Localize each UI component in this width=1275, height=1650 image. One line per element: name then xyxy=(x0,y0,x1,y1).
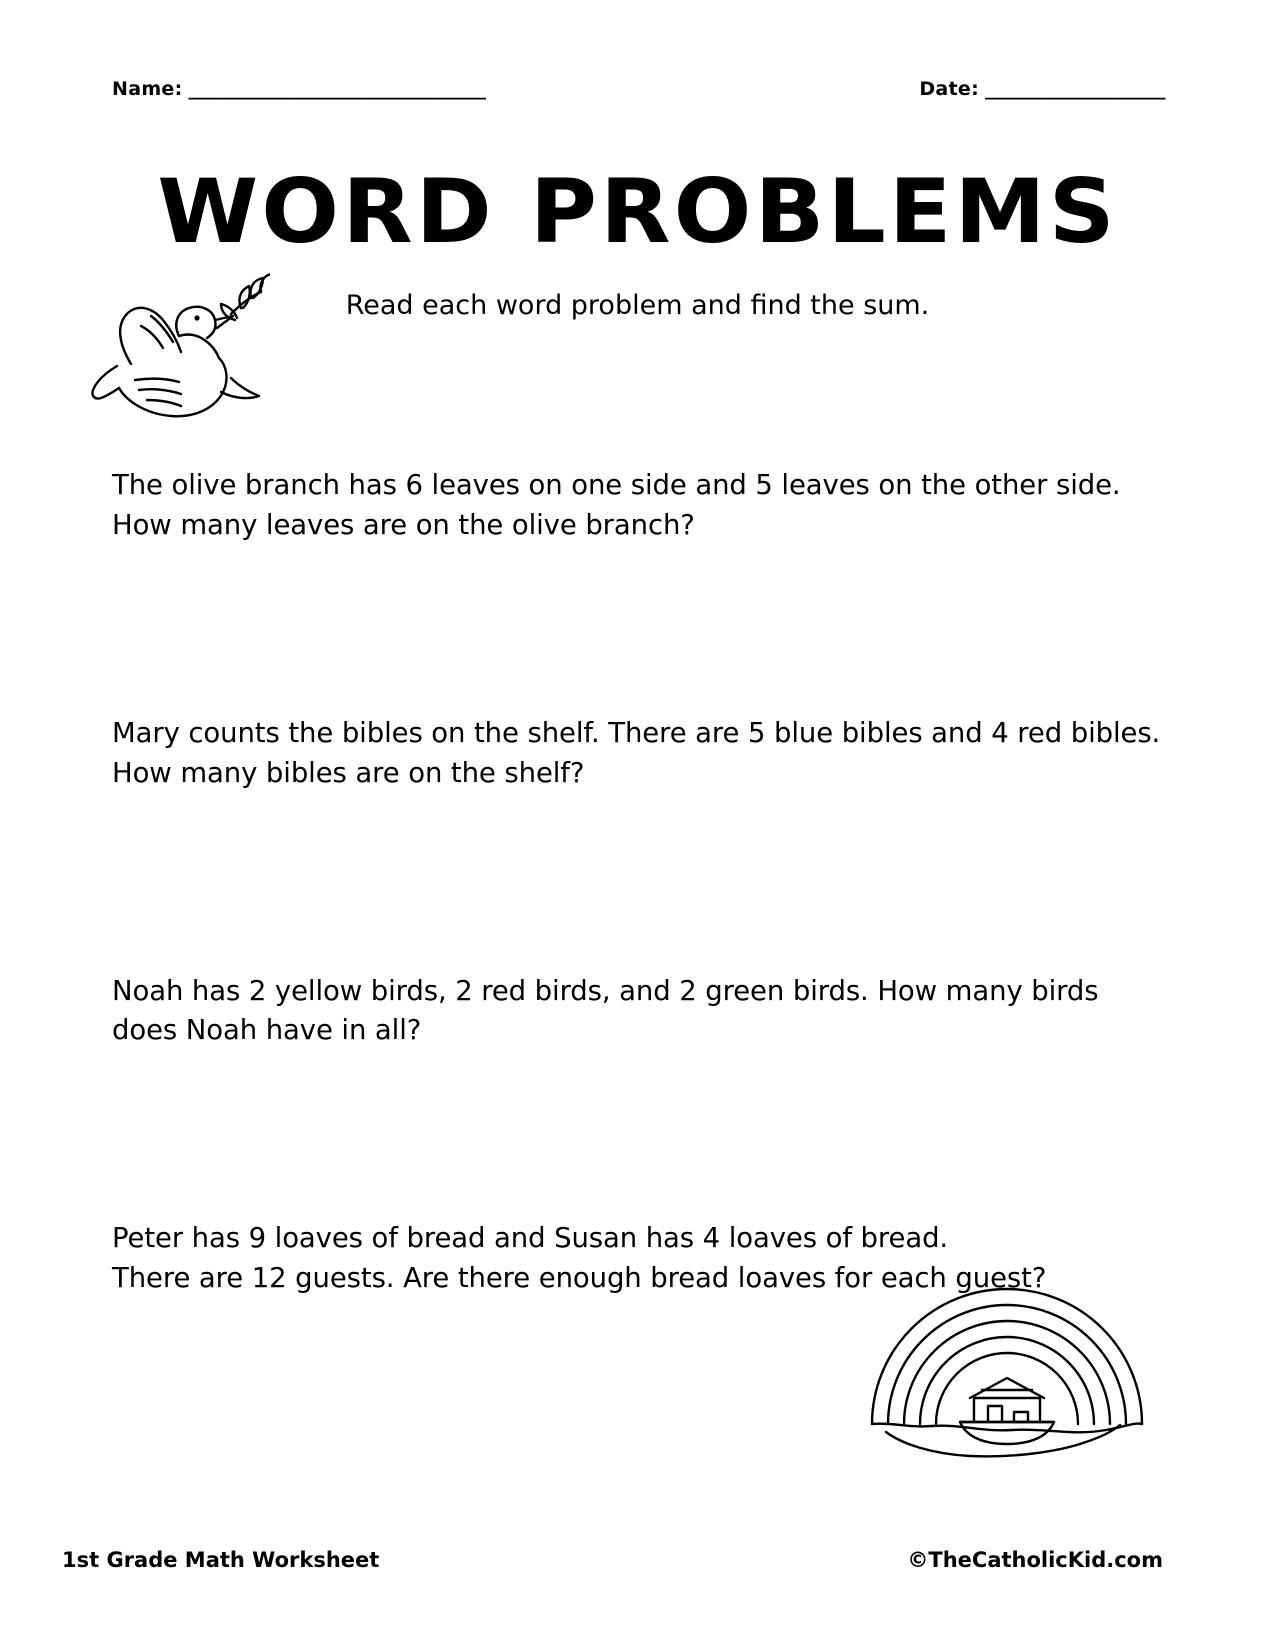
name-write-line[interactable]: _________________________________ xyxy=(188,78,486,100)
name-field xyxy=(112,78,486,100)
date-write-line[interactable]: ____________________ xyxy=(985,78,1165,100)
footer-worksheet-label: 1st Grade Math Worksheet xyxy=(62,1548,380,1572)
problem-line: does Noah have in all? xyxy=(112,1014,422,1047)
problem-line: Noah has 2 yellow birds, 2 red birds, and 2 green birds. How many birds xyxy=(112,974,1099,1007)
date-field xyxy=(919,78,1165,100)
date-label: Date: xyxy=(919,78,979,100)
header-fields xyxy=(112,78,1165,100)
problem-item xyxy=(112,972,1152,1052)
dove-icon xyxy=(55,268,270,443)
problem-line: There are 12 guests. Are there enough bread loaves for each guest? xyxy=(112,1262,1047,1295)
name-label: Name: xyxy=(112,78,183,100)
footer-site-credit[interactable]: ©TheCatholicKid.com xyxy=(907,1548,1163,1572)
problems-list xyxy=(112,466,1161,1299)
problem-item xyxy=(112,714,1161,794)
problem-line: Mary counts the bibles on the shelf. There are 5 blue bibles and 4 red bibles. xyxy=(112,716,1161,749)
problem-item xyxy=(112,466,1152,546)
problem-line: How many leaves are on the olive branch? xyxy=(112,508,695,541)
problem-line: Peter has 9 loaves of bread and Susan has 4 loaves of bread. xyxy=(112,1222,949,1255)
page-title: WORD PROBLEMS xyxy=(157,160,1118,263)
page-subtitle: Read each word problem and find the sum. xyxy=(345,290,930,321)
problem-line: The olive branch has 6 leaves on one side and 5 leaves on the other side. xyxy=(112,469,1121,501)
rainbow-ark-icon xyxy=(862,1272,1152,1467)
problem-line: How many bibles are on the shelf? xyxy=(112,756,585,789)
